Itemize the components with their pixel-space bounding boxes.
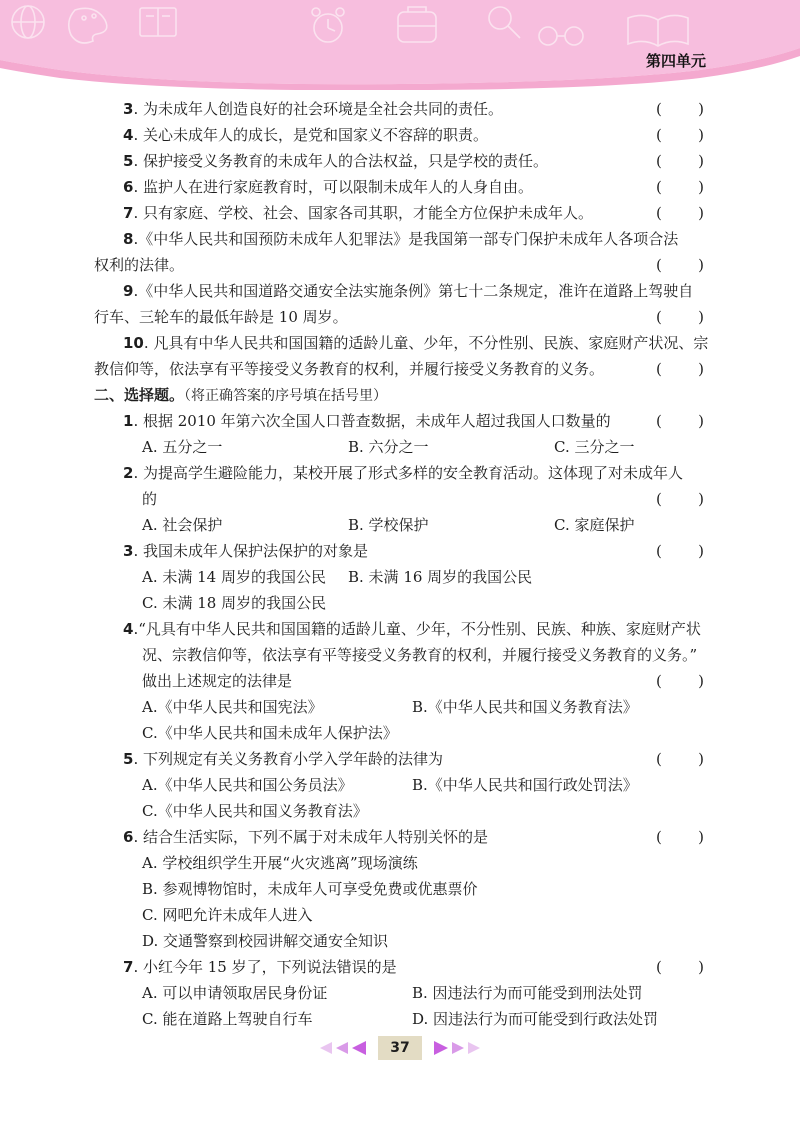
mc-question: 1. 根据 2010 年第六次全国人口普查数据，未成年人超过我国人口数量的 ( ) (0, 408, 800, 434)
section-heading: 二、选择题。（将正确答案的序号填在括号里） (94, 386, 388, 404)
header-banner (0, 0, 800, 90)
option-b[interactable]: B. 参观博物馆时，未成年人可享受免费或优惠票价 (142, 880, 478, 898)
option-c[interactable]: C. 家庭保护 (554, 516, 635, 534)
mc-options (0, 694, 800, 720)
answer-parentheses[interactable]: ( ) (656, 152, 704, 170)
option-b[interactable]: B.《中华人民共和国行政处罚法》 (412, 776, 638, 794)
page-footer (0, 1036, 800, 1062)
answer-parentheses[interactable]: ( ) (656, 958, 704, 976)
option-c[interactable]: C. 未满 18 周岁的我国公民 (142, 594, 327, 612)
answer-parentheses[interactable]: ( ) (656, 204, 704, 222)
mc-question-cont: 做出上述规定的法律是 ( ) (0, 668, 800, 694)
tf-item: 5. 保护接受义务教育的未成年人的合法权益，只是学校的责任。 ( ) (0, 148, 800, 174)
mc-options (0, 928, 800, 954)
tf-item: 9.《中华人民共和国道路交通安全法实施条例》第七十二条规定，准许在道路上驾驶自 (123, 282, 694, 300)
answer-parentheses[interactable]: ( ) (656, 360, 704, 378)
option-a[interactable]: A. 可以申请领取居民身份证 (142, 984, 328, 1002)
mc-question: 2. 为提高学生避险能力，某校开展了形式多样的安全教育活动。这体现了对未成年人 (123, 464, 683, 482)
option-c[interactable]: C.《中华人民共和国义务教育法》 (142, 802, 368, 820)
option-a[interactable]: A. 五分之一 (142, 438, 223, 456)
option-c[interactable]: C. 能在道路上驾驶自行车 (142, 1010, 313, 1028)
tf-item: 7. 只有家庭、学校、社会、国家各司其职，才能全方位保护未成年人。 ( ) (0, 200, 800, 226)
mc-options (0, 590, 800, 616)
option-c[interactable]: C. 网吧允许未成年人进入 (142, 906, 313, 924)
option-a[interactable]: A. 学校组织学生开展“火灾逃离”现场演练 (142, 854, 418, 872)
mc-question-cont: 的 ( ) (0, 486, 800, 512)
answer-parentheses[interactable]: ( ) (656, 256, 704, 274)
option-b[interactable]: B. 学校保护 (348, 516, 429, 534)
tf-item-cont: 行车、三轮车的最低年龄是 10 周岁。 ( ) (0, 304, 800, 330)
right-arrows-icon (426, 1040, 482, 1056)
tf-item: 4. 关心未成年人的成长，是党和国家义不容辞的职责。 ( ) (0, 122, 800, 148)
answer-parentheses[interactable]: ( ) (656, 828, 704, 846)
mc-options (0, 902, 800, 928)
mc-options (0, 434, 800, 460)
option-a[interactable]: A.《中华人民共和国宪法》 (142, 698, 323, 716)
mc-options (0, 798, 800, 824)
option-b[interactable]: B. 未满 16 周岁的我国公民 (348, 568, 533, 586)
option-a[interactable]: A. 社会保护 (142, 516, 223, 534)
mc-options (0, 876, 800, 902)
unit-title: 第四单元 (645, 52, 706, 70)
option-b[interactable]: B.《中华人民共和国义务教育法》 (412, 698, 638, 716)
answer-parentheses[interactable]: ( ) (656, 308, 704, 326)
mc-question: 7. 小红今年 15 岁了，下列说法错误的是 ( ) (0, 954, 800, 980)
mc-options (0, 720, 800, 746)
answer-parentheses[interactable]: ( ) (656, 100, 704, 118)
tf-item: 8.《中华人民共和国预防未成年人犯罪法》是我国第一部专门保护未成年人各项合法 (123, 230, 679, 248)
answer-parentheses[interactable]: ( ) (656, 672, 704, 690)
tf-item-cont: 权利的法律。 ( ) (0, 252, 800, 278)
mc-question: 3. 我国未成年人保护法保护的对象是 ( ) (0, 538, 800, 564)
page-number: 37 (378, 1036, 422, 1060)
option-a[interactable]: A. 未满 14 周岁的我国公民 (142, 568, 326, 586)
option-d[interactable]: D. 交通警察到校园讲解交通安全知识 (142, 932, 389, 950)
mc-question: 5. 下列规定有关义务教育小学入学年龄的法律为 ( ) (0, 746, 800, 772)
mc-options (0, 980, 800, 1006)
mc-options (0, 1006, 800, 1032)
answer-parentheses[interactable]: ( ) (656, 542, 704, 560)
mc-options (0, 850, 800, 876)
left-arrows-icon (318, 1040, 374, 1056)
option-d[interactable]: D. 因违法行为而可能受到行政法处罚 (412, 1010, 659, 1028)
tf-item: 10. 凡具有中华人民共和国国籍的适龄儿童、少年，不分性别、民族、家庭财产状况、宗 (123, 334, 709, 352)
mc-question-cont: 况、宗教信仰等，依法享有平等接受义务教育的权利，并履行接受义务教育的义务。” (142, 646, 698, 664)
tf-item: 6. 监护人在进行家庭教育时，可以限制未成年人的人身自由。 ( ) (0, 174, 800, 200)
mc-question: 4.“凡具有中华人民共和国国籍的适龄儿童、少年，不分性别、民族、种族、家庭财产状 (123, 620, 701, 638)
option-c[interactable]: C.《中华人民共和国未成年人保护法》 (142, 724, 398, 742)
mc-options (0, 772, 800, 798)
answer-parentheses[interactable]: ( ) (656, 750, 704, 768)
option-b[interactable]: B. 因违法行为而可能受到刑法处罚 (412, 984, 643, 1002)
answer-parentheses[interactable]: ( ) (656, 412, 704, 430)
tf-item: 3. 为未成年人创造良好的社会环境是全社会共同的责任。 ( ) (0, 96, 800, 122)
option-a[interactable]: A.《中华人民共和国公务员法》 (142, 776, 353, 794)
mc-options (0, 512, 800, 538)
mc-options (0, 564, 800, 590)
tf-item-cont: 教信仰等，依法享有平等接受义务教育的权利，并履行接受义务教育的义务。 ( ) (0, 356, 800, 382)
option-b[interactable]: B. 六分之一 (348, 438, 429, 456)
mc-question: 6. 结合生活实际，下列不属于对未成年人特别关怀的是 ( ) (0, 824, 800, 850)
answer-parentheses[interactable]: ( ) (656, 178, 704, 196)
option-c[interactable]: C. 三分之一 (554, 438, 635, 456)
answer-parentheses[interactable]: ( ) (656, 490, 704, 508)
answer-parentheses[interactable]: ( ) (656, 126, 704, 144)
